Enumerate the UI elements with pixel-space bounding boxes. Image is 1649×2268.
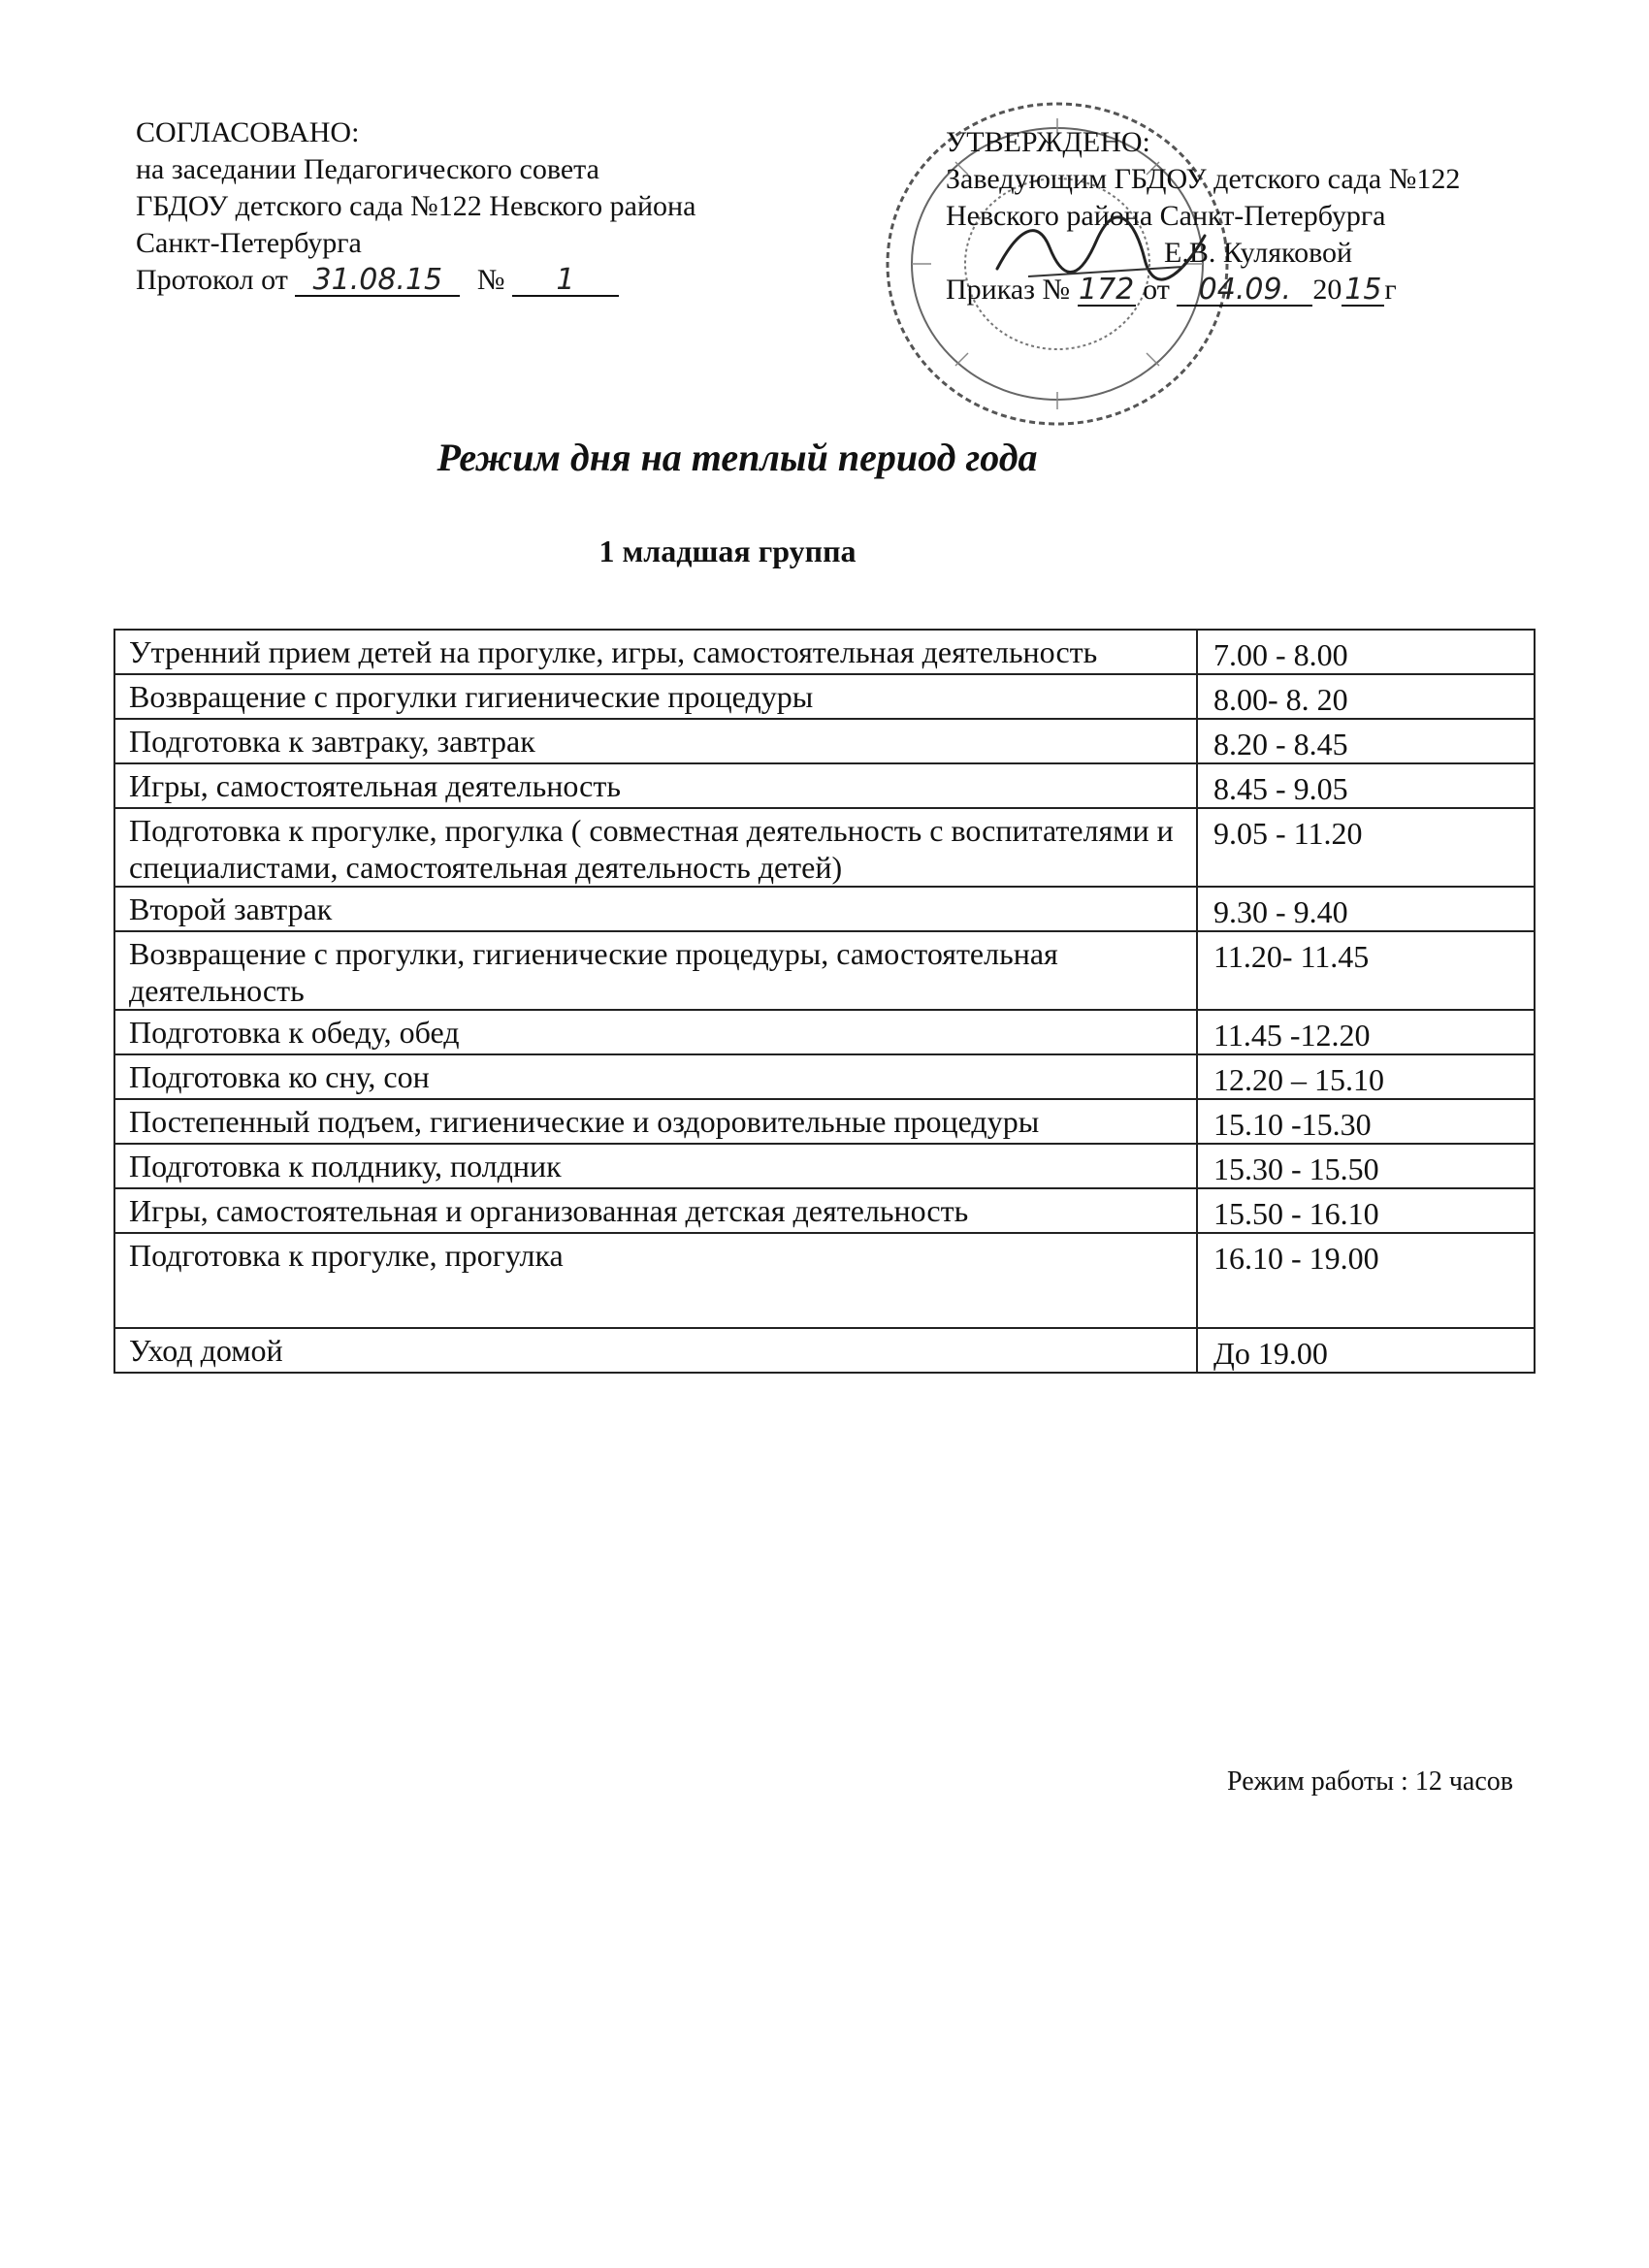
signature-scribble	[989, 209, 1212, 296]
activity-cell: Подготовка к полднику, полдник	[114, 1144, 1197, 1188]
activity-cell: Подготовка к прогулке, прогулка ( совместная деятельность с воспитателями и специалистами, самостоятельная деятельность детей)	[114, 808, 1197, 887]
protocol-number-label: №	[476, 264, 505, 296]
table-row	[114, 1010, 1535, 1054]
group-subtitle: 1 младшая группа	[598, 534, 857, 568]
approved-heading: УТВЕРЖДЕНО:	[946, 126, 1150, 158]
time-cell: 9.05 - 11.20	[1197, 808, 1535, 887]
order-year-suffix: 15	[1342, 275, 1384, 307]
time-cell: 9.30 - 9.40	[1197, 887, 1535, 931]
agreed-line-city: Санкт-Петербурга	[136, 227, 362, 259]
agreed-protocol-line	[136, 262, 695, 299]
activity-cell: Второй завтрак	[114, 887, 1197, 931]
head-name: Е.В. Куляковой	[1164, 237, 1353, 269]
protocol-number: 1	[512, 266, 619, 297]
time-cell: 15.50 - 16.10	[1197, 1188, 1535, 1233]
order-year-prefix: 20	[1312, 274, 1342, 306]
agreed-block	[136, 114, 695, 299]
time-cell: 7.00 - 8.00	[1197, 630, 1535, 674]
work-mode-note: Режим работы : 12 часов	[1227, 1766, 1513, 1797]
order-from-label: от	[1143, 274, 1170, 306]
table-row	[114, 887, 1535, 931]
order-number: 172	[1079, 273, 1135, 307]
activity-cell: Игры, самостоятельная деятельность	[114, 763, 1197, 808]
table-row	[114, 1054, 1535, 1099]
order-year-unit: г	[1384, 274, 1397, 306]
table-row	[114, 1188, 1535, 1233]
agreed-line-council: на заседании Педагогического совета	[136, 153, 599, 185]
activity-cell: Подготовка ко сну, сон	[114, 1054, 1197, 1099]
time-cell: 15.10 -15.30	[1197, 1099, 1535, 1144]
table-row	[114, 1144, 1535, 1188]
time-cell: 8.20 - 8.45	[1197, 719, 1535, 763]
time-cell: До 19.00	[1197, 1328, 1535, 1373]
activity-cell: Уход домой	[114, 1328, 1197, 1373]
activity-cell: Возвращение с прогулки, гигиенические процедуры, самостоятельная деятельность	[114, 931, 1197, 1010]
agreed-heading: СОГЛАСОВАНО:	[136, 116, 360, 148]
table-row	[114, 1328, 1535, 1373]
activity-cell: Постепенный подъем, гигиенические и оздоровительные процедуры	[114, 1099, 1197, 1144]
page-title: Режим дня на теплый период года	[436, 436, 1038, 479]
table-row	[114, 1233, 1535, 1328]
activity-cell: Утренний прием детей на прогулке, игры, самостоятельная деятельность	[114, 630, 1197, 674]
table-row	[114, 674, 1535, 719]
activity-cell: Подготовка к обеду, обед	[114, 1010, 1197, 1054]
table-row	[114, 808, 1535, 887]
table-row	[114, 719, 1535, 763]
time-cell: 12.20 – 15.10	[1197, 1054, 1535, 1099]
agreed-line-institution: ГБДОУ детского сада №122 Невского района	[136, 190, 696, 222]
protocol-label: Протокол от	[136, 264, 288, 296]
time-cell: 8.00- 8. 20	[1197, 674, 1535, 719]
order-date: 04.09.	[1177, 275, 1312, 307]
activity-cell: Подготовка к прогулке, прогулка	[114, 1233, 1197, 1328]
approved-line-head: Заведующим ГБДОУ детского сада №122	[946, 163, 1461, 195]
activity-cell: Подготовка к завтраку, завтрак	[114, 719, 1197, 763]
table-row	[114, 763, 1535, 808]
time-cell: 16.10 - 19.00	[1197, 1233, 1535, 1328]
time-cell: 15.30 - 15.50	[1197, 1144, 1535, 1188]
table-row	[114, 1099, 1535, 1144]
protocol-date: 31.08.15	[295, 266, 460, 297]
approved-line-district: Невского района Санкт-Петербурга	[946, 200, 1386, 232]
activity-cell: Возвращение с прогулки гигиенические процедуры	[114, 674, 1197, 719]
table-row	[114, 630, 1535, 674]
schedule-table	[113, 629, 1536, 1374]
order-label: Приказ №	[946, 274, 1071, 306]
time-cell: 11.45 -12.20	[1197, 1010, 1535, 1054]
activity-cell: Игры, самостоятельная и организованная детская деятельность	[114, 1188, 1197, 1233]
time-cell: 8.45 - 9.05	[1197, 763, 1535, 808]
time-cell: 11.20- 11.45	[1197, 931, 1535, 1010]
table-row	[114, 931, 1535, 1010]
